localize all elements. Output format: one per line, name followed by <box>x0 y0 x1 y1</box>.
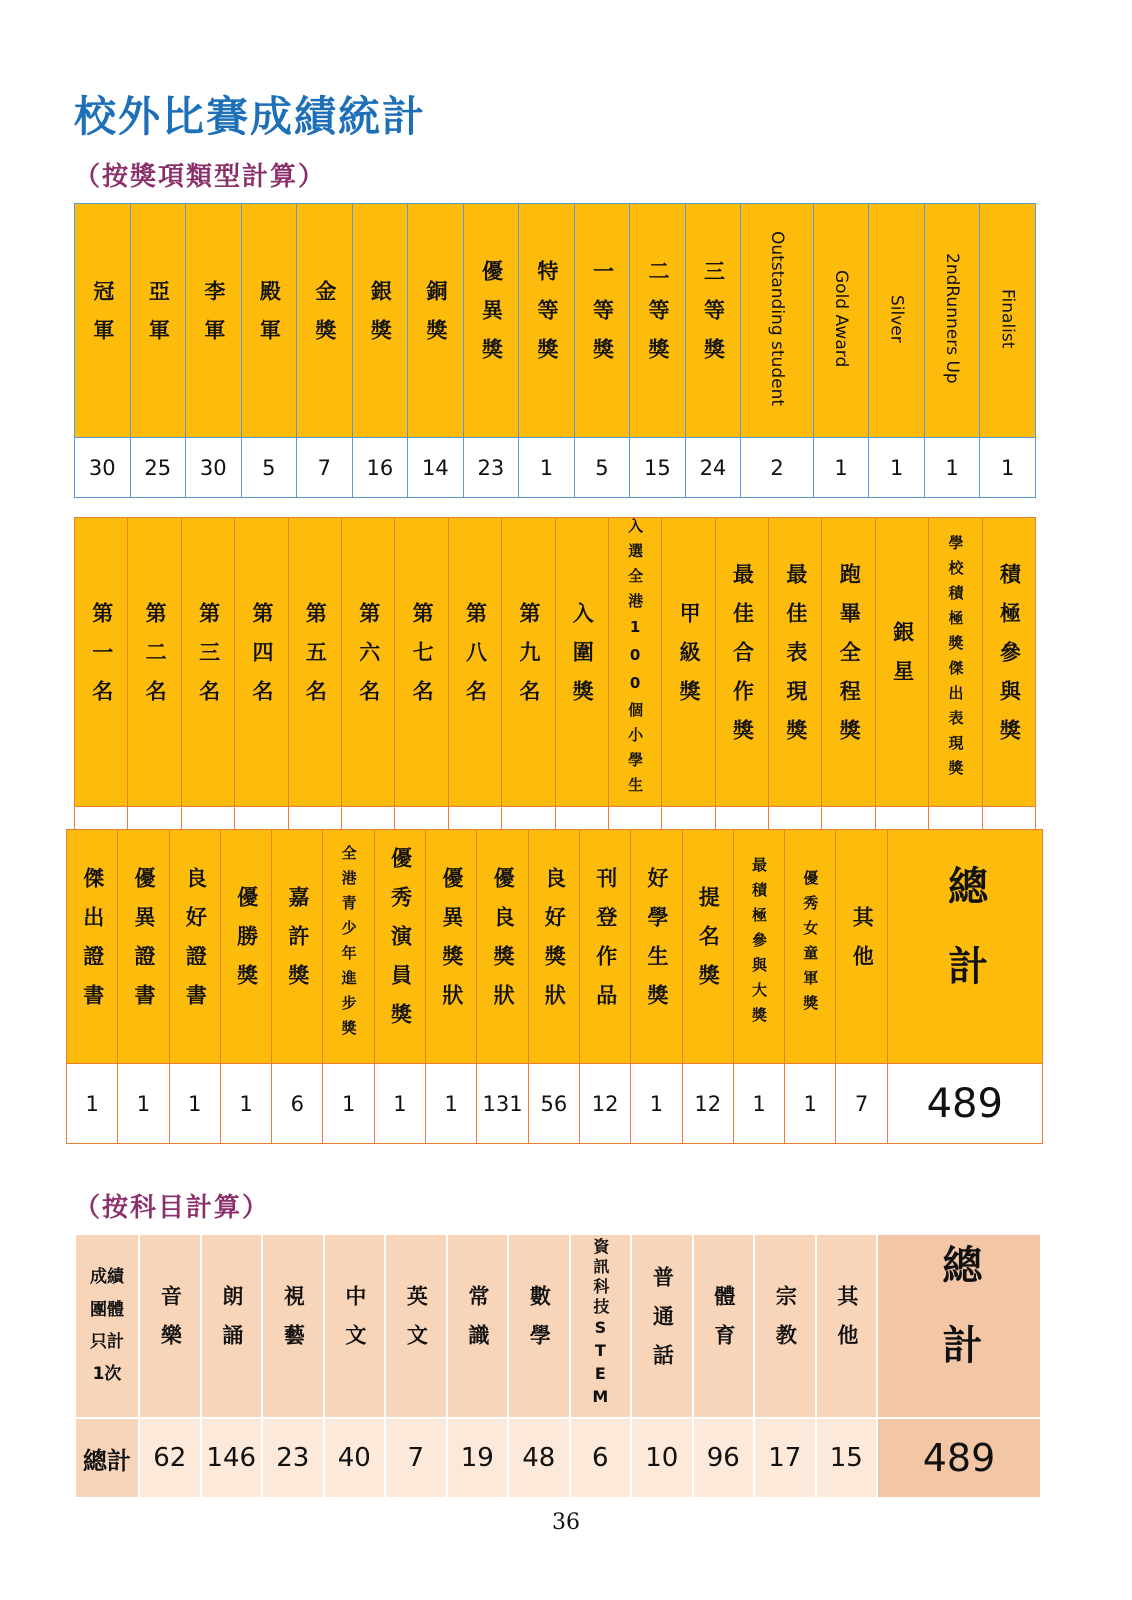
subject-header <box>324 1234 386 1418</box>
award-header-text: 入圍獎 <box>570 601 595 719</box>
subject-header-text: 音樂 <box>158 1285 183 1363</box>
award-count: 15 <box>630 438 686 498</box>
award-header-text: 良好證書 <box>183 866 208 1023</box>
award-header <box>220 830 271 1064</box>
award-header-text: 好學生獎 <box>645 866 669 1023</box>
corner-note <box>75 1234 139 1418</box>
award-header-text: 最積極參與大獎 <box>750 857 768 1032</box>
award-header-text: 其他 <box>850 905 875 984</box>
award-header <box>579 830 630 1064</box>
award-header <box>75 204 131 438</box>
subject-header-text: 視藝 <box>281 1285 306 1363</box>
award-count: 14 <box>408 438 464 498</box>
award-header <box>408 204 464 438</box>
award-header <box>662 518 715 807</box>
subject-count: 10 <box>631 1418 693 1498</box>
award-count: 23 <box>463 438 519 498</box>
subject-header <box>570 1234 632 1418</box>
award-header-text: 優異獎狀 <box>439 866 464 1023</box>
award-header <box>608 518 661 807</box>
award-header-text: 亞軍 <box>146 279 171 358</box>
award-header <box>128 518 181 807</box>
row-label: 總計 <box>75 1418 139 1498</box>
award-header-text: 銅獎 <box>423 279 448 358</box>
award-header-text: 第七名 <box>410 601 435 719</box>
award-header-text: 甲級獎 <box>677 601 702 719</box>
award-header-text: 刊登作品 <box>593 866 618 1023</box>
award-count: 1 <box>118 1064 169 1144</box>
subject-header <box>631 1234 693 1418</box>
award-count: 1 <box>67 1064 118 1144</box>
award-header <box>682 830 733 1064</box>
award-header <box>235 518 288 807</box>
award-header-text: 學校積極獎傑出表現獎 <box>946 535 965 785</box>
award-header <box>929 518 982 807</box>
award-header <box>341 518 394 807</box>
section-heading-by-award: （按獎項類型計算） <box>74 162 327 192</box>
award-header <box>982 518 1035 807</box>
award-header <box>836 830 887 1064</box>
award-count: 1 <box>813 438 869 498</box>
award-header <box>130 204 186 438</box>
award-header-text: 冠軍 <box>90 279 115 358</box>
subject-count: 19 <box>447 1418 509 1498</box>
award-header-text: 嘉許獎 <box>285 886 310 1003</box>
award-count: 1 <box>426 1064 477 1144</box>
award-count: 30 <box>75 438 131 498</box>
subject-count: 7 <box>385 1418 447 1498</box>
award-header-text: 優勝獎 <box>234 886 259 1003</box>
award-header-text: 入選全港100個小學生 <box>626 518 645 802</box>
award-header-text: 金獎 <box>312 279 337 358</box>
award-header-text: 優良獎狀 <box>491 866 516 1023</box>
total-header <box>887 830 1042 1064</box>
award-header-text: 第三名 <box>196 601 221 719</box>
award-count: 1 <box>733 1064 784 1144</box>
subject-header <box>385 1234 447 1418</box>
award-header <box>769 518 822 807</box>
award-header <box>555 518 608 807</box>
subject-header <box>201 1234 263 1418</box>
award-header <box>323 830 374 1064</box>
award-header-text: 良好獎狀 <box>542 866 567 1023</box>
award-header <box>631 830 682 1064</box>
total-header-text: 總計 <box>936 1244 982 1404</box>
award-header-text: 全港青少年進步獎 <box>339 844 358 1045</box>
subject-header-text: 普通話 <box>650 1265 675 1383</box>
corner-note-text <box>90 1261 124 1390</box>
award-count: 1 <box>374 1064 425 1144</box>
award-count: 7 <box>297 438 353 498</box>
award-header <box>715 518 768 807</box>
award-header <box>118 830 169 1064</box>
award-header <box>875 518 928 807</box>
award-header-text: 最佳合作獎 <box>730 562 755 758</box>
award-header <box>630 204 686 438</box>
subject-header-text: 其他 <box>834 1285 859 1363</box>
award-header-text: 最佳表現獎 <box>783 562 808 758</box>
subject-header <box>447 1234 509 1418</box>
award-header <box>733 830 784 1064</box>
award-count: 1 <box>519 438 575 498</box>
award-header-text: 2ndRunners Up <box>942 253 963 384</box>
award-count: 2 <box>741 438 814 498</box>
award-header <box>241 204 297 438</box>
award-count: 1 <box>220 1064 271 1144</box>
subject-header <box>508 1234 570 1418</box>
subject-header-text: 常識 <box>465 1285 490 1363</box>
award-count: 12 <box>682 1064 733 1144</box>
subject-header-text: 宗教 <box>773 1285 798 1363</box>
subject-count: 96 <box>693 1418 755 1498</box>
subject-header-text: 資訊科技STEM <box>590 1238 610 1410</box>
subject-header <box>693 1234 755 1418</box>
award-header-text: Outstanding student <box>767 230 788 406</box>
award-header-text: 一等獎 <box>590 260 615 377</box>
total-header <box>877 1234 1041 1418</box>
award-header-text: 二等獎 <box>646 260 670 377</box>
award-count: 1 <box>924 438 980 498</box>
award-count: 1 <box>323 1064 374 1144</box>
award-header-text: 第二名 <box>143 601 168 719</box>
award-header <box>169 830 220 1064</box>
award-header <box>297 204 353 438</box>
award-header-text: 銀星 <box>890 621 915 699</box>
award-header <box>67 830 118 1064</box>
award-header-text: 優異證書 <box>132 866 157 1023</box>
award-header-text: 第一名 <box>89 601 114 719</box>
award-header-text: 積極參與獎 <box>997 562 1022 758</box>
award-count: 1 <box>869 438 925 498</box>
award-header-text: 跑畢全程獎 <box>837 562 862 758</box>
award-header <box>869 204 925 438</box>
section-heading-by-subject: （按科目計算） <box>74 1193 271 1223</box>
subject-count: 6 <box>570 1418 632 1498</box>
award-header-text: 優秀女童軍獎 <box>801 869 820 1020</box>
subject-count: 15 <box>816 1418 878 1498</box>
award-header <box>352 204 408 438</box>
award-header <box>980 204 1036 438</box>
subject-count: 48 <box>508 1418 570 1498</box>
award-header-text: 優秀演員獎 <box>388 847 413 1042</box>
corner-note-line: 1次 <box>92 1364 122 1385</box>
award-count: 5 <box>574 438 630 498</box>
subject-header-text: 數學 <box>527 1285 552 1363</box>
award-header <box>502 518 555 807</box>
subject-header <box>139 1234 201 1418</box>
corner-note-line: 團體 <box>90 1299 124 1320</box>
award-count: 24 <box>685 438 741 498</box>
award-header-text: 殿軍 <box>257 279 282 358</box>
page-title: 校外比賽成績統計 <box>74 92 427 141</box>
award-count: 6 <box>272 1064 323 1144</box>
award-header-text: Silver <box>886 294 907 343</box>
award-header-text: 銀獎 <box>368 279 393 358</box>
subject-count: 146 <box>201 1418 263 1498</box>
award-table-1 <box>74 203 1036 498</box>
award-count: 1 <box>169 1064 220 1144</box>
award-header <box>519 204 575 438</box>
award-table-2 <box>74 517 1036 873</box>
subject-header <box>754 1234 816 1418</box>
award-header <box>477 830 528 1064</box>
total-value: 489 <box>887 1064 1042 1144</box>
award-header-text: 優異獎 <box>479 260 504 377</box>
subject-count: 40 <box>324 1418 386 1498</box>
corner-note-line: 成績 <box>90 1267 124 1288</box>
award-header-text: 第九名 <box>516 601 541 719</box>
award-count: 25 <box>130 438 186 498</box>
subject-count: 23 <box>262 1418 324 1498</box>
award-header <box>924 204 980 438</box>
award-count: 1 <box>785 1064 836 1144</box>
award-count: 30 <box>186 438 242 498</box>
award-header <box>395 518 448 807</box>
award-header-text: 李軍 <box>201 279 226 358</box>
award-header <box>463 204 519 438</box>
award-count: 16 <box>352 438 408 498</box>
award-header-text: 提名獎 <box>696 886 721 1003</box>
award-header-text: Gold Award <box>831 269 852 368</box>
award-count: 12 <box>579 1064 630 1144</box>
page-number: 36 <box>552 1510 580 1535</box>
award-header <box>448 518 501 807</box>
award-header <box>528 830 579 1064</box>
award-header-text: 三等獎 <box>701 260 726 377</box>
award-count: 56 <box>528 1064 579 1144</box>
total-value: 489 <box>877 1418 1041 1498</box>
award-header <box>426 830 477 1064</box>
total-header-text: 總計 <box>941 864 988 1025</box>
subject-header <box>262 1234 324 1418</box>
award-header <box>186 204 242 438</box>
award-header <box>685 204 741 438</box>
award-header <box>785 830 836 1064</box>
award-header <box>374 830 425 1064</box>
award-count: 1 <box>980 438 1036 498</box>
award-header <box>272 830 323 1064</box>
subject-header-text: 體育 <box>711 1285 736 1363</box>
award-header <box>574 204 630 438</box>
award-count: 7 <box>836 1064 887 1144</box>
award-header <box>288 518 341 807</box>
award-table-3 <box>66 829 1043 1144</box>
award-count: 5 <box>241 438 297 498</box>
award-header <box>741 204 814 438</box>
award-header-text: 第五名 <box>303 601 328 719</box>
award-header <box>75 518 128 807</box>
award-header-text: Finalist <box>997 288 1018 349</box>
subject-table <box>74 1233 1042 1499</box>
subject-header <box>816 1234 878 1418</box>
subject-header-text: 中文 <box>342 1285 367 1363</box>
subject-header-text: 英文 <box>404 1285 429 1363</box>
award-header <box>822 518 875 807</box>
award-header <box>181 518 234 807</box>
award-header <box>813 204 869 438</box>
award-count: 1 <box>631 1064 682 1144</box>
award-header-text: 第八名 <box>463 601 488 719</box>
subject-count: 62 <box>139 1418 201 1498</box>
award-header-text: 傑出證書 <box>80 866 105 1023</box>
subject-header-text: 朗誦 <box>219 1285 244 1363</box>
corner-note-line: 只計 <box>90 1332 124 1352</box>
award-header-text: 特等獎 <box>534 260 559 377</box>
award-header-text: 第六名 <box>356 601 381 719</box>
award-count: 131 <box>477 1064 528 1144</box>
award-header-text: 第四名 <box>249 601 274 719</box>
subject-count: 17 <box>754 1418 816 1498</box>
